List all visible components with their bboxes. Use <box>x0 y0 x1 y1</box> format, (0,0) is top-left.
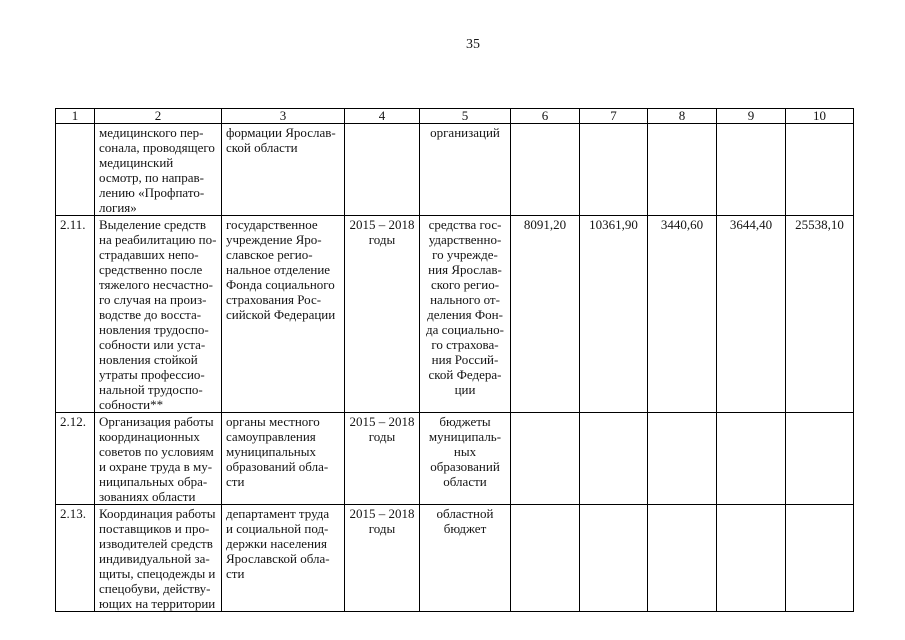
column-number-5: 5 <box>420 109 511 124</box>
row-2-11-col-5: средства гос- ударственно- го учрежде- ния Ярослав- ского регио- нального от- деления Фон- да социально- го страхова- ния Россий- ской Федера- ции <box>420 216 511 413</box>
row-2-11-col-2: Выделение средств на реабилитацию по- страдавших непо- средственно после тяжелого несчастно- го случая на произ- водстве до восста- новления трудоспо- собности или уста- новления стойкой утраты профессио- нальной трудоспо- собности** <box>95 216 222 413</box>
row-2-13-col-4: 2015 – 2018 годы <box>345 505 420 612</box>
table-row-2-13 <box>56 505 854 612</box>
column-number-row <box>56 109 854 124</box>
row-2-13-col-1: 2.13. <box>56 505 95 612</box>
row-2-12-col-1: 2.12. <box>56 413 95 505</box>
row-2-11-col-8: 3440,60 <box>648 216 717 413</box>
row-2-13-col-10 <box>786 505 854 612</box>
row-continuation-col-8 <box>648 124 717 216</box>
row-2-11-col-9: 3644,40 <box>717 216 786 413</box>
row-2-12-col-2: Организация работы координационных советов по условиям и охране труда в му- ниципальных обра- зованиях области <box>95 413 222 505</box>
row-2-11-col-10: 25538,10 <box>786 216 854 413</box>
column-number-2: 2 <box>95 109 222 124</box>
row-2-12-col-5: бюджеты муниципаль- ных образований области <box>420 413 511 505</box>
column-number-10: 10 <box>786 109 854 124</box>
table-row-2-12 <box>56 413 854 505</box>
row-2-13-col-3: департамент труда и социальной под- держки населения Ярославской обла- сти <box>222 505 345 612</box>
row-continuation-col-6 <box>511 124 580 216</box>
row-2-12-col-9 <box>717 413 786 505</box>
row-2-13-col-8 <box>648 505 717 612</box>
column-number-8: 8 <box>648 109 717 124</box>
row-2-12-col-8 <box>648 413 717 505</box>
row-continuation-col-1 <box>56 124 95 216</box>
row-2-11-col-4: 2015 – 2018 годы <box>345 216 420 413</box>
row-2-13-col-6 <box>511 505 580 612</box>
row-2-12-col-3: органы местного самоуправления муниципальных образований обла- сти <box>222 413 345 505</box>
column-number-3: 3 <box>222 109 345 124</box>
row-continuation-col-7 <box>580 124 648 216</box>
column-number-6: 6 <box>511 109 580 124</box>
row-2-13-col-7 <box>580 505 648 612</box>
table-row-2-11 <box>56 216 854 413</box>
row-continuation-col-3: формации Ярослав- ской области <box>222 124 345 216</box>
row-continuation-col-2: медицинского пер- сонала, проводящего медицинский осмотр, по направ- лению «Профпато- логия» <box>95 124 222 216</box>
row-2-11-col-6: 8091,20 <box>511 216 580 413</box>
row-2-12-col-10 <box>786 413 854 505</box>
row-2-13-col-5: областной бюджет <box>420 505 511 612</box>
table-row-continuation <box>56 124 854 216</box>
row-continuation-col-9 <box>717 124 786 216</box>
row-2-11-col-1: 2.11. <box>56 216 95 413</box>
column-number-1: 1 <box>56 109 95 124</box>
page-number: 35 <box>466 37 480 52</box>
column-number-9: 9 <box>717 109 786 124</box>
row-2-11-col-3: государственное учреждение Яро- славское регио- нальное отделение Фонда социального страхования Рос- сийской Федерации <box>222 216 345 413</box>
column-number-4: 4 <box>345 109 420 124</box>
measures-table <box>55 108 854 612</box>
row-continuation-col-4 <box>345 124 420 216</box>
column-number-7: 7 <box>580 109 648 124</box>
row-2-11-col-7: 10361,90 <box>580 216 648 413</box>
row-2-12-col-4: 2015 – 2018 годы <box>345 413 420 505</box>
row-2-13-col-9 <box>717 505 786 612</box>
row-continuation-col-5: организаций <box>420 124 511 216</box>
row-2-13-col-2: Координация работы поставщиков и про- изводителей средств индивидуальной за- щиты, спецодежды и спецобуви, действу- ющих на территории <box>95 505 222 612</box>
row-2-12-col-7 <box>580 413 648 505</box>
row-continuation-col-10 <box>786 124 854 216</box>
row-2-12-col-6 <box>511 413 580 505</box>
